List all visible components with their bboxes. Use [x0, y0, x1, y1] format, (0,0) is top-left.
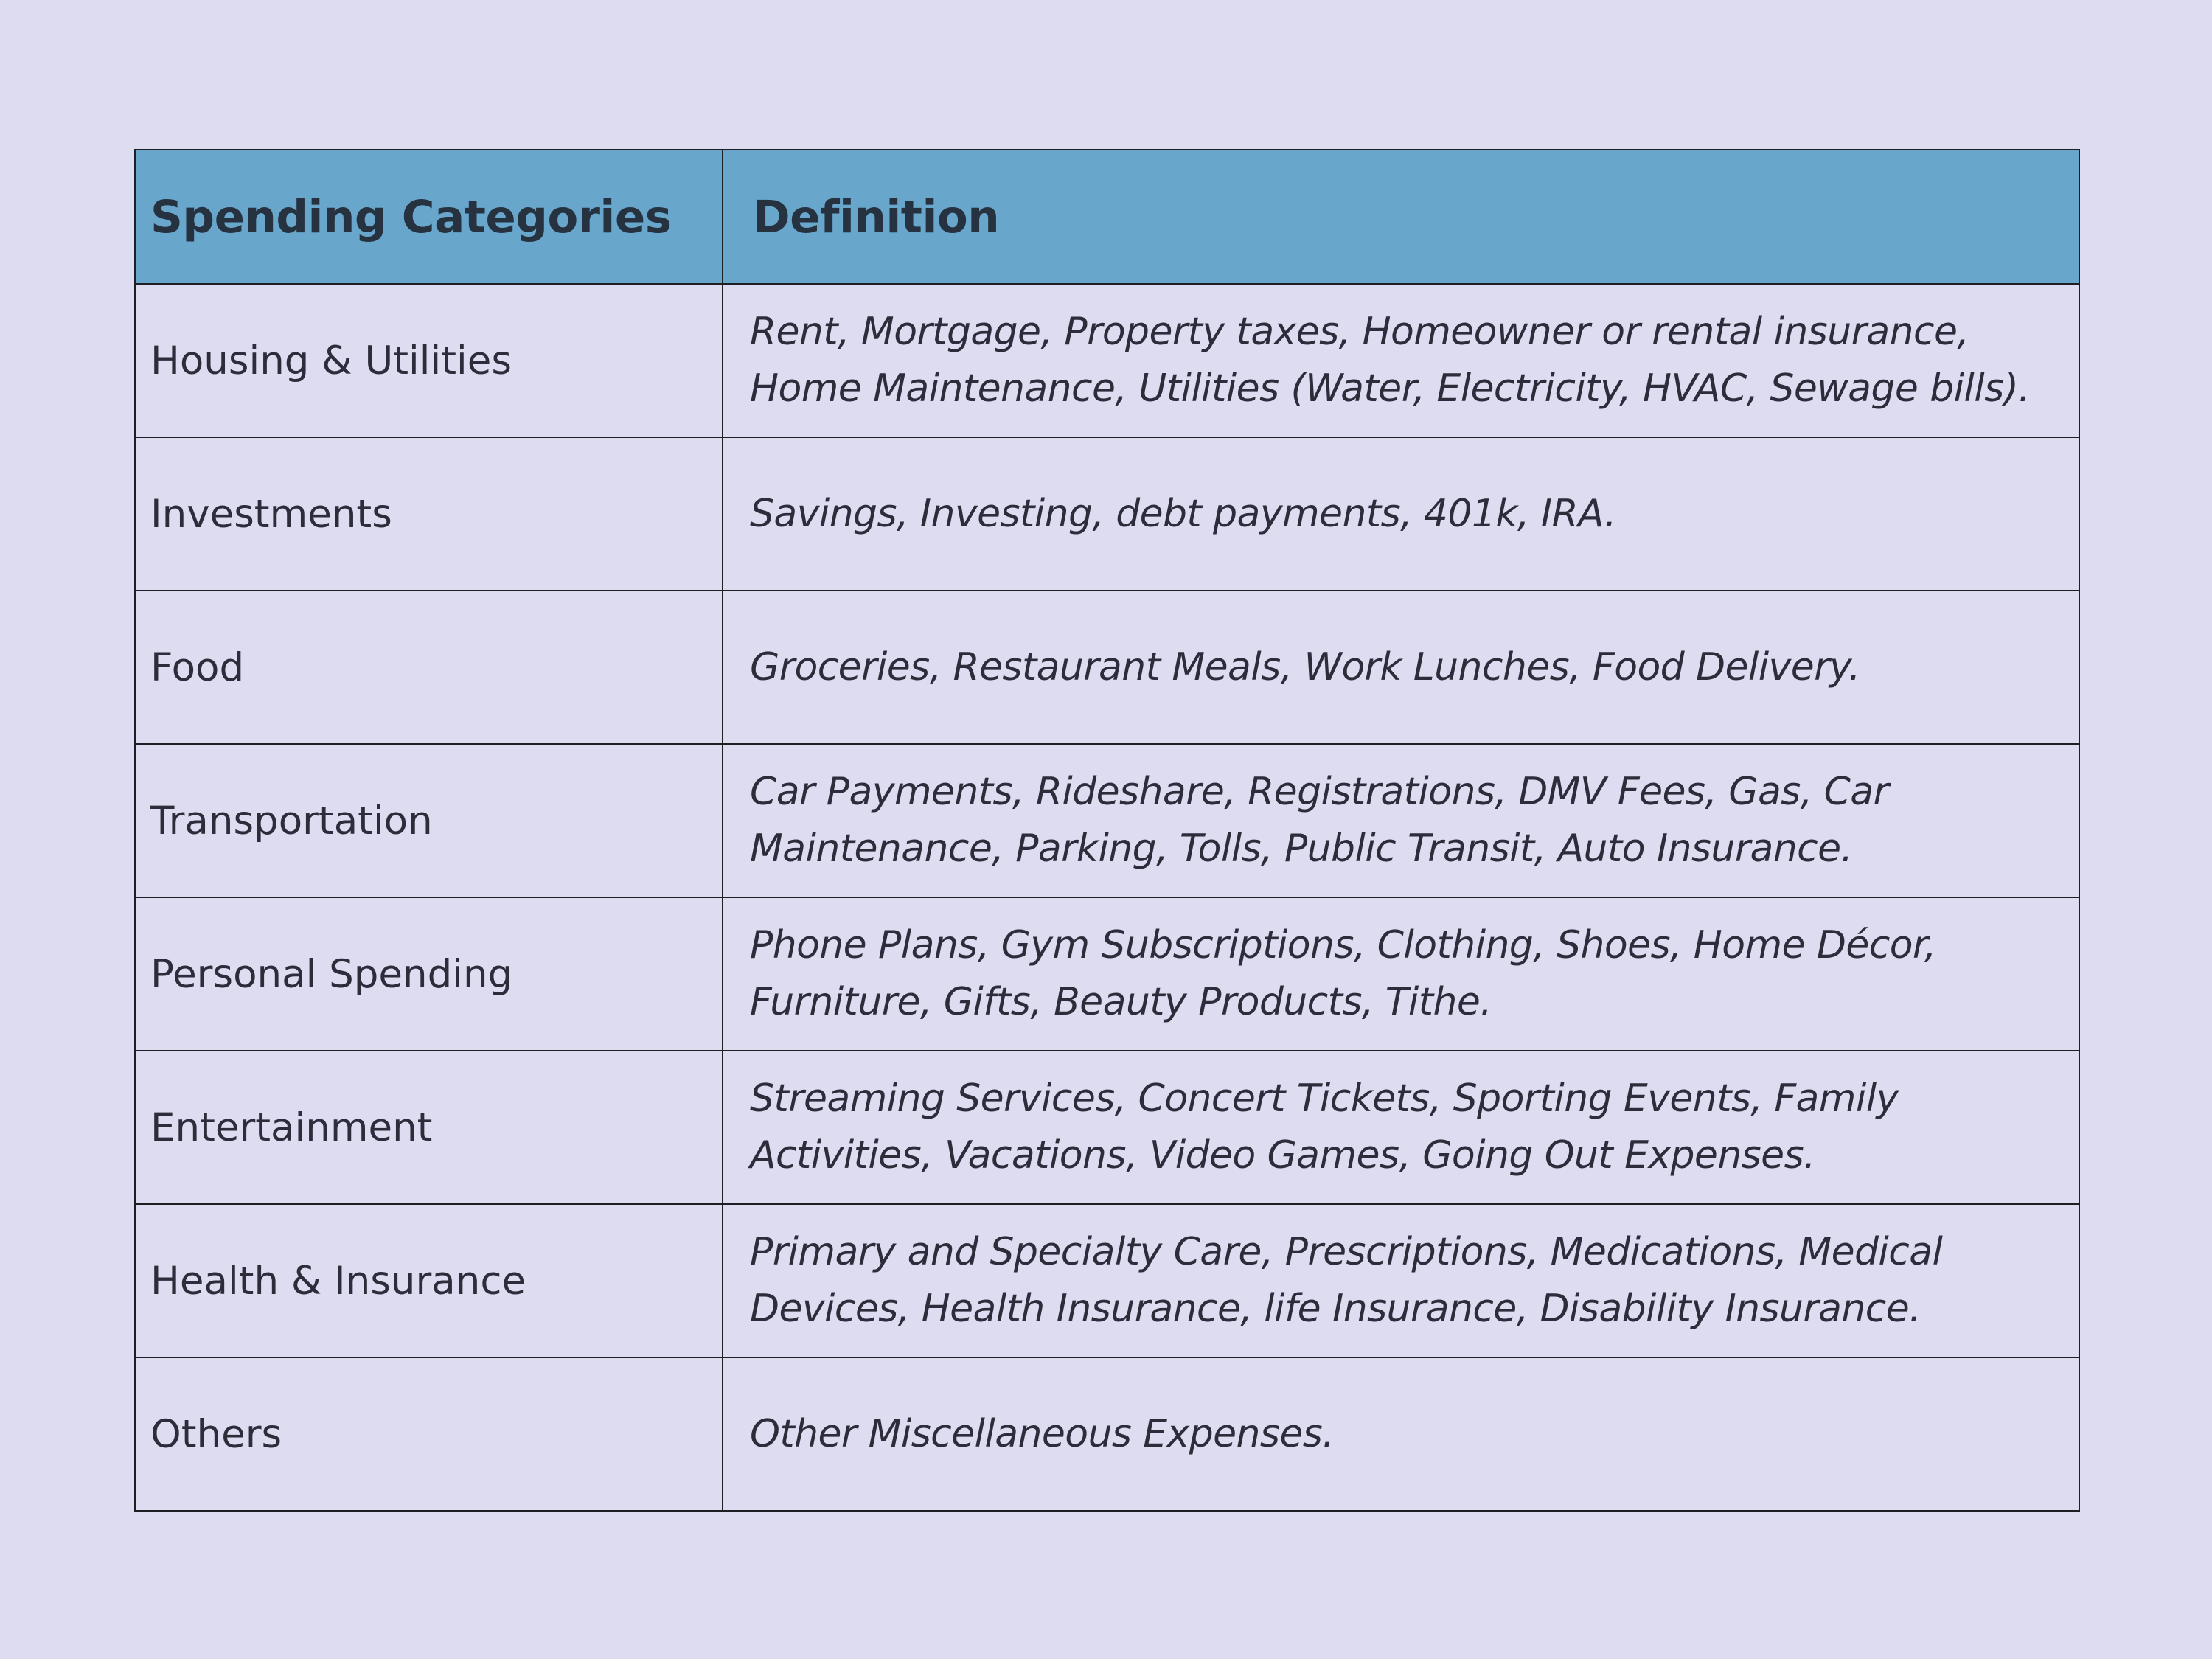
definition-cell: Streaming Services, Concert Tickets, Sporting Events, Family Activities, Vacations, Video Games, Going Out Expenses.	[723, 1051, 2079, 1204]
definition-cell: Rent, Mortgage, Property taxes, Homeowner or rental insurance, Home Maintenance, Utilities (Water, Electricity, HVAC, Sewage bills).	[723, 284, 2079, 437]
definition-cell: Groceries, Restaurant Meals, Work Lunches, Food Delivery.	[723, 591, 2079, 744]
table-row	[135, 591, 2079, 744]
table-row	[135, 437, 2079, 591]
header-definition: Definition	[723, 150, 2079, 284]
category-cell: Personal Spending	[135, 897, 723, 1051]
category-cell: Others	[135, 1357, 723, 1511]
table-row	[135, 1357, 2079, 1511]
definition-cell: Savings, Investing, debt payments, 401k, IRA.	[723, 437, 2079, 591]
definition-cell: Phone Plans, Gym Subscriptions, Clothing, Shoes, Home Décor, Furniture, Gifts, Beauty Products, Tithe.	[723, 897, 2079, 1051]
category-cell: Entertainment	[135, 1051, 723, 1204]
table-row	[135, 1051, 2079, 1204]
table-row	[135, 744, 2079, 897]
category-cell: Housing & Utilities	[135, 284, 723, 437]
category-cell: Health & Insurance	[135, 1204, 723, 1357]
table-row	[135, 1204, 2079, 1357]
category-cell: Transportation	[135, 744, 723, 897]
table-row	[135, 897, 2079, 1051]
definition-cell: Other Miscellaneous Expenses.	[723, 1357, 2079, 1511]
table-row	[135, 284, 2079, 437]
header-spending-categories: Spending Categories	[135, 150, 723, 284]
spending-categories-table	[134, 149, 2080, 1512]
table-header-row	[135, 150, 2079, 284]
category-cell: Food	[135, 591, 723, 744]
definition-cell: Car Payments, Rideshare, Registrations, DMV Fees, Gas, Car Maintenance, Parking, Tolls, Public Transit, Auto Insurance.	[723, 744, 2079, 897]
category-cell: Investments	[135, 437, 723, 591]
spending-table-container	[134, 149, 2079, 1512]
definition-cell: Primary and Specialty Care, Prescriptions, Medications, Medical Devices, Health Insurance, life Insurance, Disability Insurance.	[723, 1204, 2079, 1357]
